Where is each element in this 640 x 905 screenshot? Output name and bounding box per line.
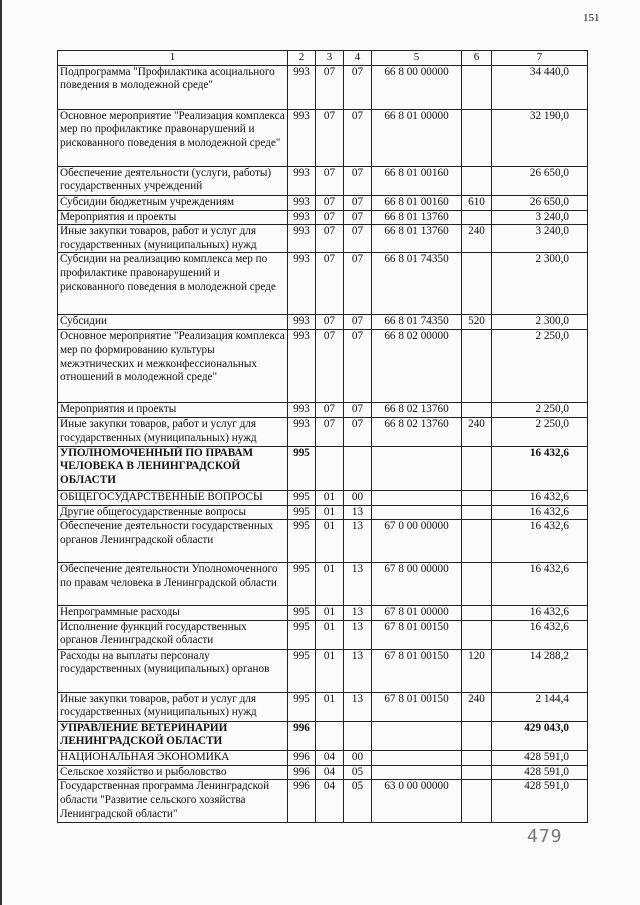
code-section: 07 [316,210,344,225]
code-subsection: 13 [344,505,372,520]
row-name: Иные закупки товаров, работ и услуг для государственных (муниципальных) нужд [58,692,288,721]
code-ministry: 993 [288,166,316,195]
amount: 14 288,2 [492,649,588,692]
code-ministry: 993 [288,403,316,418]
code-ministry: 993 [288,418,316,446]
code-expense-type [462,520,492,563]
table-row [58,780,588,823]
code-subsection: 00 [344,490,372,505]
table-row [58,490,588,505]
code-target: 66 8 02 13760 [372,418,462,446]
code-ministry: 996 [288,780,316,823]
code-section: 01 [316,606,344,621]
amount: 2 250,0 [492,330,588,403]
code-expense-type [462,490,492,505]
code-section: 01 [316,563,344,606]
row-name: УПОЛНОМОЧЕННЫЙ ПО ПРАВАМ ЧЕЛОВЕКА В ЛЕНИНГРАДСКОЙ ОБЛАСТИ [58,446,288,490]
code-section [316,721,344,750]
code-target: 67 8 01 00150 [372,620,462,649]
code-section [316,446,344,490]
code-ministry: 995 [288,620,316,649]
table-row [58,195,588,210]
column-header: 4 [344,51,372,66]
code-section: 04 [316,750,344,765]
amount: 32 190,0 [492,109,588,166]
code-subsection: 13 [344,620,372,649]
table-row [58,606,588,621]
code-subsection: 07 [344,330,372,403]
amount: 429 043,0 [492,721,588,750]
column-header: 3 [316,51,344,66]
amount: 428 591,0 [492,780,588,823]
code-expense-type [462,780,492,823]
code-ministry: 995 [288,505,316,520]
code-ministry: 996 [288,750,316,765]
code-section: 07 [316,330,344,403]
amount: 16 432,6 [492,606,588,621]
table-row [58,721,588,750]
column-header: 1 [58,51,288,66]
row-name: Государственная программа Ленинградской области "Развитие сельского хозяйства Ленинградской области" [58,780,288,823]
code-target: 67 8 01 00150 [372,692,462,721]
table-row [58,315,588,330]
row-name: НАЦИОНАЛЬНАЯ ЭКОНОМИКА [58,750,288,765]
code-target: 66 8 01 00160 [372,195,462,210]
amount: 16 432,6 [492,446,588,490]
table-row [58,750,588,765]
code-ministry: 995 [288,520,316,563]
code-target: 67 0 00 00000 [372,520,462,563]
code-expense-type: 240 [462,225,492,253]
amount: 428 591,0 [492,765,588,780]
code-ministry: 996 [288,765,316,780]
code-section: 01 [316,620,344,649]
table-row [58,563,588,606]
code-expense-type [462,620,492,649]
code-expense-type [462,65,492,109]
code-subsection: 07 [344,166,372,195]
code-subsection: 07 [344,109,372,166]
row-name: Другие общегосударственные вопросы [58,505,288,520]
table-row [58,765,588,780]
row-name: Расходы на выплаты персоналу государственных (муниципальных) органов [58,649,288,692]
code-target [372,446,462,490]
amount: 2 144,4 [492,692,588,721]
code-target [372,765,462,780]
code-target: 66 8 01 00160 [372,166,462,195]
amount: 26 650,0 [492,166,588,195]
code-section: 01 [316,649,344,692]
code-target [372,505,462,520]
header-row [58,51,588,66]
code-subsection [344,721,372,750]
amount: 16 432,6 [492,563,588,606]
code-section: 04 [316,765,344,780]
amount: 2 300,0 [492,253,588,315]
code-section: 07 [316,109,344,166]
code-ministry: 995 [288,490,316,505]
table-row [58,166,588,195]
code-ministry: 995 [288,606,316,621]
column-header: 7 [492,51,588,66]
row-name: Исполнение функций государственных органов Ленинградской области [58,620,288,649]
code-ministry: 993 [288,195,316,210]
code-section: 01 [316,490,344,505]
code-ministry: 995 [288,446,316,490]
table-row [58,520,588,563]
code-expense-type [462,765,492,780]
amount: 16 432,6 [492,620,588,649]
code-expense-type: 240 [462,692,492,721]
amount: 16 432,6 [492,490,588,505]
code-expense-type [462,563,492,606]
row-name: Непрограммные расходы [58,606,288,621]
code-target: 66 8 01 74350 [372,253,462,315]
amount: 2 300,0 [492,315,588,330]
code-target: 63 0 00 00000 [372,780,462,823]
code-target: 66 8 02 00000 [372,330,462,403]
code-subsection: 07 [344,210,372,225]
code-section: 07 [316,418,344,446]
row-name: Субсидии на реализацию комплекса мер по профилактике правонарушений и рискованного поведения в молодежной среде [58,253,288,315]
amount: 428 591,0 [492,750,588,765]
amount: 2 250,0 [492,418,588,446]
code-ministry: 993 [288,210,316,225]
code-expense-type [462,750,492,765]
amount: 34 440,0 [492,65,588,109]
code-expense-type [462,505,492,520]
code-ministry: 995 [288,649,316,692]
table-row [58,418,588,446]
code-section: 07 [316,403,344,418]
code-subsection: 05 [344,765,372,780]
code-section: 07 [316,195,344,210]
code-expense-type [462,330,492,403]
budget-table [57,50,588,823]
column-header: 5 [372,51,462,66]
code-subsection: 07 [344,403,372,418]
code-section: 01 [316,505,344,520]
row-name: Иные закупки товаров, работ и услуг для государственных (муниципальных) нужд [58,225,288,253]
row-name: УПРАВЛЕНИЕ ВЕТЕРИНАРИИ ЛЕНИНГРАДСКОЙ ОБЛАСТИ [58,721,288,750]
code-section: 07 [316,166,344,195]
code-ministry: 995 [288,563,316,606]
page-edge [0,0,2,905]
code-subsection: 05 [344,780,372,823]
code-section: 07 [316,65,344,109]
code-ministry: 993 [288,225,316,253]
code-expense-type: 610 [462,195,492,210]
code-subsection: 07 [344,225,372,253]
code-target [372,750,462,765]
code-target: 66 8 01 00000 [372,109,462,166]
code-subsection: 13 [344,606,372,621]
code-subsection: 07 [344,315,372,330]
row-name: Основное мероприятие "Реализация комплекса мер по формированию культуры межэтнических и межконфессиональных отношений в молодежной среде" [58,330,288,403]
amount: 3 240,0 [492,210,588,225]
column-header: 2 [288,51,316,66]
amount: 16 432,6 [492,520,588,563]
code-target: 67 8 01 00150 [372,649,462,692]
code-target: 66 8 02 13760 [372,403,462,418]
table-row [58,65,588,109]
code-expense-type: 120 [462,649,492,692]
row-name: Подпрограмма "Профилактика асоциального поведения в молодежной среде" [58,65,288,109]
table-row [58,505,588,520]
row-name: Обеспечение деятельности государственных органов Ленинградской области [58,520,288,563]
code-ministry: 995 [288,692,316,721]
code-subsection: 07 [344,65,372,109]
code-ministry: 996 [288,721,316,750]
table-row [58,403,588,418]
row-name: Иные закупки товаров, работ и услуг для государственных (муниципальных) нужд [58,418,288,446]
row-name: ОБЩЕГОСУДАРСТВЕННЫЕ ВОПРОСЫ [58,490,288,505]
row-name: Сельское хозяйство и рыболовство [58,765,288,780]
code-subsection: 07 [344,253,372,315]
code-section: 01 [316,520,344,563]
code-ministry: 993 [288,330,316,403]
code-expense-type [462,109,492,166]
amount: 2 250,0 [492,403,588,418]
row-name: Обеспечение деятельности Уполномоченного по правам человека в Ленинградской области [58,563,288,606]
code-target: 66 8 01 74350 [372,315,462,330]
code-ministry: 993 [288,65,316,109]
column-header: 6 [462,51,492,66]
table-row [58,620,588,649]
code-subsection: 13 [344,649,372,692]
table-row [58,109,588,166]
code-expense-type [462,166,492,195]
code-target [372,721,462,750]
code-section: 07 [316,225,344,253]
code-ministry: 993 [288,253,316,315]
code-expense-type [462,403,492,418]
code-section: 01 [316,692,344,721]
row-name: Субсидии [58,315,288,330]
code-subsection: 00 [344,750,372,765]
table-row [58,210,588,225]
code-expense-type [462,721,492,750]
row-name: Мероприятия и проекты [58,403,288,418]
code-expense-type [462,446,492,490]
table-row [58,649,588,692]
code-target: 66 8 01 13760 [372,225,462,253]
code-expense-type [462,606,492,621]
code-target: 67 8 01 00000 [372,606,462,621]
code-target: 66 8 00 00000 [372,65,462,109]
code-subsection: 13 [344,520,372,563]
code-subsection: 07 [344,195,372,210]
code-expense-type [462,253,492,315]
page-number: 151 [583,12,600,24]
code-expense-type: 240 [462,418,492,446]
row-name: Мероприятия и проекты [58,210,288,225]
code-expense-type: 520 [462,315,492,330]
code-target [372,490,462,505]
row-name: Основное мероприятие "Реализация комплекса мер по профилактике правонарушений и рискованного поведения в молодежной среде" [58,109,288,166]
handwritten-page-stamp: 479 [527,826,563,847]
table-row [58,225,588,253]
table-row [58,446,588,490]
amount: 3 240,0 [492,225,588,253]
code-subsection: 07 [344,418,372,446]
row-name: Субсидии бюджетным учреждениям [58,195,288,210]
code-subsection [344,446,372,490]
code-subsection: 13 [344,692,372,721]
code-section: 07 [316,315,344,330]
code-subsection: 13 [344,563,372,606]
code-target: 66 8 01 13760 [372,210,462,225]
amount: 26 650,0 [492,195,588,210]
code-ministry: 993 [288,315,316,330]
row-name: Обеспечение деятельности (услуги, работы) государственных учреждений [58,166,288,195]
code-target: 67 8 00 00000 [372,563,462,606]
code-ministry: 993 [288,109,316,166]
code-section: 07 [316,253,344,315]
table-row [58,330,588,403]
code-expense-type [462,210,492,225]
table-row [58,253,588,315]
amount: 16 432,6 [492,505,588,520]
code-section: 04 [316,780,344,823]
table-row [58,692,588,721]
